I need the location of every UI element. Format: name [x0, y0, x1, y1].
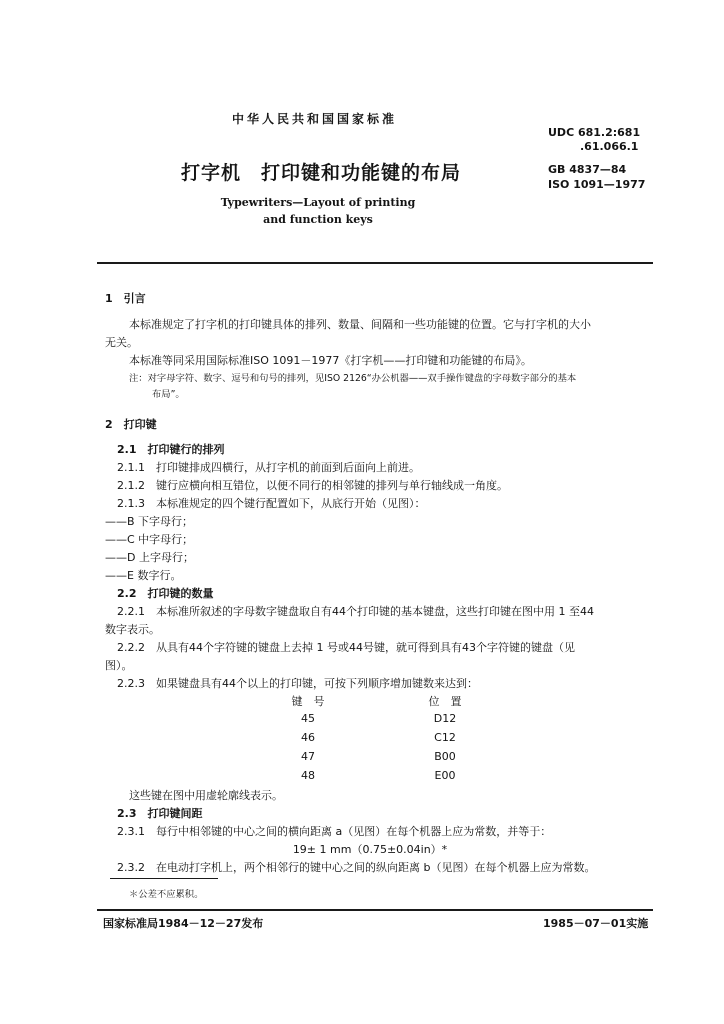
table-cell-key-number: 45	[301, 712, 315, 725]
udc-code: UDC 681.2:681	[548, 126, 641, 139]
table-cell-position: B00	[434, 750, 456, 763]
clause-2-2-2-cont: 图）。	[105, 659, 133, 672]
standard-type: 中华人民共和国国家标准	[232, 112, 398, 126]
clause-2-2-3: 2.2.3 如果键盘具有44个以上的打印键，可按下列顺序增加键数来达到：	[117, 677, 478, 690]
table-cell-key-number: 47	[301, 750, 315, 763]
clause-2-3: 2.3 打印键间距	[117, 807, 203, 820]
issue-date: 国家标准局1984－12－27发布	[103, 917, 264, 930]
table-cell-key-number: 46	[301, 731, 315, 744]
gb-code: GB 4837—84	[548, 163, 627, 176]
clause-2-2-1: 2.2.1 本标准所叙述的字母数字键盘取自有44个打印键的基本键盘，这些打印键在图中用 1 至44	[117, 605, 594, 618]
table-cell-position: D12	[433, 712, 457, 725]
clause-2-1-2: 2.1.2 键行应横向相互错位，以便不同行的相邻键的排列与单行轴线成一角度。	[117, 479, 508, 492]
table-cell-position: E00	[434, 769, 456, 782]
document-title-en-line1: Typewriters—Layout of printing	[220, 196, 416, 209]
spacing-formula: 19± 1 mm（0.75±0.04in）*	[292, 843, 448, 856]
header-rule	[97, 262, 653, 264]
section-1-paragraph-2: 本标准等同采用国际标准ISO 1091－1977《打字机——打印键和功能键的布局》。	[129, 354, 532, 367]
footer-rule	[97, 909, 653, 911]
section-1-heading: 1 引言	[105, 292, 146, 305]
section-1-paragraph-1: 本标准规定了打字机的打印键具体的排列、数量、间隔和一些功能键的位置。它与打字机的大小	[129, 318, 591, 331]
section-1-paragraph-1-cont: 无关。	[105, 336, 138, 349]
clause-2-2-1-cont: 数字表示。	[105, 623, 160, 636]
key-row-c: ——C 中字母行；	[105, 533, 194, 546]
footnote: ＊公差不应累积。	[129, 889, 204, 900]
clause-2-3-1: 2.3.1 每行中相邻键的中心之间的横向距离 a（见图）在每个机器上应为常数，并等于：	[117, 825, 552, 838]
document-title-cn: 打字机 打印键和功能键的布局	[181, 162, 462, 184]
document-title-en-line2: and function keys	[263, 213, 373, 226]
table-cell-key-number: 48	[301, 769, 315, 782]
clause-2-1: 2.1 打印键行的排列	[117, 443, 225, 456]
table-cell-position: C12	[434, 731, 456, 744]
clause-2-2-2: 2.2.2 从具有44个字符键的键盘上去掉 1 号或44号键，就可得到具有43个字符键的键盘（见	[117, 641, 575, 654]
table-header-position: 位 置	[428, 695, 462, 708]
key-row-b: ——B 下字母行；	[105, 515, 194, 528]
iso-code: ISO 1091—1977	[548, 178, 646, 191]
section-2-heading: 2 打印键	[105, 418, 157, 431]
effective-date: 1985－07－01实施	[543, 917, 649, 930]
clause-2-2: 2.2 打印键的数量	[117, 587, 214, 600]
footnote-rule	[110, 878, 218, 879]
after-table-note: 这些键在图中用虚轮廓线表示。	[129, 789, 283, 802]
key-row-d: ——D 上字母行；	[105, 551, 194, 564]
udc-code-continued: .61.066.1	[580, 140, 639, 153]
section-1-note-cont: 布局”。	[152, 389, 185, 400]
key-row-e: ——E 数字行。	[105, 569, 182, 582]
section-1-note: 注：对字母字符、数字、逗号和句号的排列，见ISO 2126“办公机器——双手操作键盘的字母数字部分的基本	[129, 373, 577, 384]
clause-2-1-3: 2.1.3 本标准规定的四个键行配置如下，从底行开始（见图）：	[117, 497, 426, 510]
clause-2-3-2: 2.3.2 在电动打字机上，两个相邻行的键中心之间的纵向距离 b（见图）在每个机器上应为常数。	[117, 861, 596, 874]
clause-2-1-1: 2.1.1 打印键排成四横行，从打字机的前面到后面向上前进。	[117, 461, 420, 474]
table-header-key-number: 键 号	[291, 695, 325, 708]
